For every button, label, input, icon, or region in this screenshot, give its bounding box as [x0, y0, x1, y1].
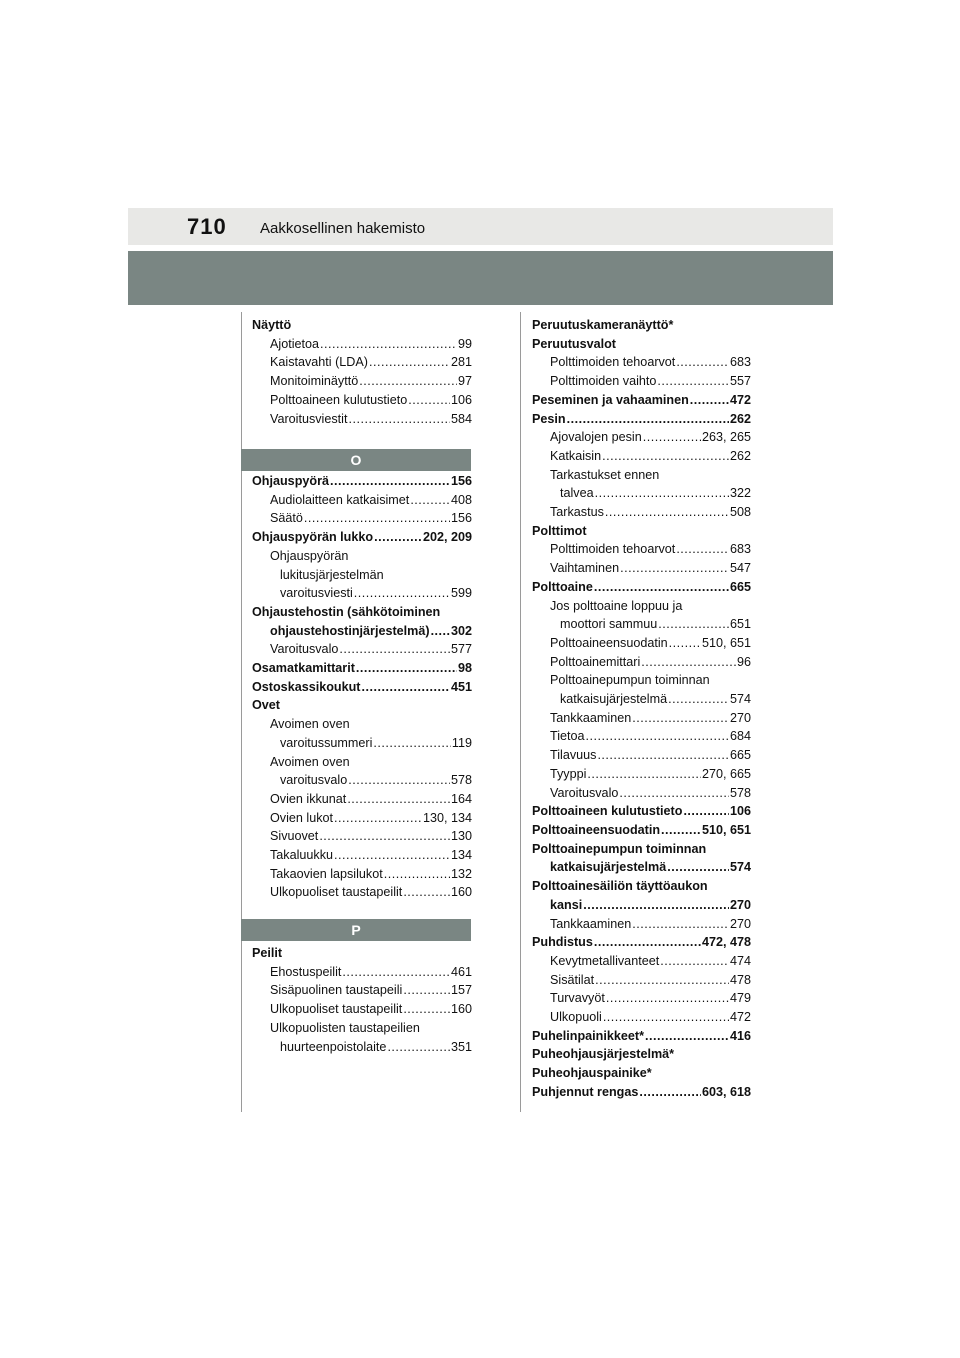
index-entry	[252, 1000, 472, 1019]
dot-leader	[334, 809, 422, 828]
index-term: Polttimot	[532, 523, 587, 538]
dot-leader	[339, 640, 450, 659]
dot-leader	[373, 734, 451, 753]
index-entry	[532, 746, 751, 765]
index-term: Polttimoiden vaihto	[550, 374, 657, 389]
index-term: Ulkopuoli	[550, 1010, 602, 1025]
page-reference: 584	[450, 411, 472, 426]
dot-leader	[632, 915, 729, 934]
index-term: Sisätilat	[550, 972, 595, 987]
page-reference: 474	[729, 953, 751, 968]
index-term: talvea	[560, 486, 594, 501]
index-term: Puhelinpainikkeet*	[532, 1028, 644, 1043]
dot-leader	[597, 746, 729, 765]
dot-leader	[595, 484, 729, 503]
dot-leader	[319, 827, 450, 846]
index-entry	[252, 491, 472, 510]
dot-leader	[403, 883, 450, 902]
index-term: Osamatkamittarit	[252, 661, 355, 676]
page-reference: 510, 651	[701, 822, 751, 837]
dot-leader	[658, 615, 729, 634]
index-term: Polttoainepumpun toiminnan	[550, 673, 710, 688]
index-entry	[532, 821, 751, 840]
index-entry	[252, 472, 472, 491]
index-entry	[532, 709, 751, 728]
dot-leader	[606, 989, 729, 1008]
dot-leader	[657, 372, 729, 391]
index-entry	[252, 335, 472, 354]
index-entry	[252, 622, 472, 641]
index-term: huurteenpoistolaite	[280, 1039, 387, 1054]
index-term: Ohjaustehostin (sähkötoiminen	[252, 604, 441, 619]
dot-leader	[334, 846, 450, 865]
index-term: Varoitusviestit	[270, 411, 348, 426]
index-term: Polttoainemittari	[550, 654, 641, 669]
dot-leader	[645, 1027, 729, 1046]
index-term: Polttoainesäiliön täyttöaukon	[532, 879, 708, 894]
page-reference: 281	[450, 355, 472, 370]
index-entry	[532, 372, 751, 391]
index-entry	[532, 428, 751, 447]
index-term: varoitussummeri	[280, 735, 373, 750]
header-band	[128, 251, 833, 305]
index-entry	[252, 584, 472, 603]
page-reference: 683	[729, 542, 751, 557]
index-term: Säätö	[270, 511, 303, 526]
page-reference: 472, 478	[701, 935, 751, 950]
page-reference: 472	[729, 1010, 751, 1025]
index-entry	[532, 971, 751, 990]
page-reference: 416	[729, 1028, 751, 1043]
index-entry	[532, 784, 751, 803]
page-reference: 130	[450, 829, 472, 844]
dot-leader	[620, 559, 729, 578]
page-reference: 665	[729, 748, 751, 763]
dot-leader	[403, 981, 450, 1000]
header-bar	[128, 208, 833, 245]
index-entry	[532, 615, 751, 634]
index-entry	[532, 634, 751, 653]
index-term: Polttimoiden tehoarvot	[550, 355, 676, 370]
index-term: Katkaisin	[550, 448, 602, 463]
index-term: Takaovien lapsilukot	[270, 866, 383, 881]
dot-leader	[347, 790, 450, 809]
index-entry	[532, 653, 751, 672]
index-term: Tietoa	[550, 729, 585, 744]
index-block-o	[252, 472, 472, 902]
index-entry	[252, 372, 472, 391]
dot-leader	[632, 709, 729, 728]
dot-leader	[619, 784, 729, 803]
dot-leader	[408, 391, 450, 410]
index-term: Tarkastukset ennen	[550, 467, 660, 482]
page-reference: 156	[450, 511, 472, 526]
index-entry	[532, 896, 751, 915]
dot-leader	[660, 952, 729, 971]
index-block-p-left	[252, 944, 472, 1056]
index-entry	[252, 809, 472, 828]
page-reference: 479	[729, 991, 751, 1006]
dot-leader	[374, 528, 422, 547]
index-term: Tilavuus	[550, 748, 597, 763]
index-entry	[532, 727, 751, 746]
index-term: moottori sammuu	[560, 617, 658, 632]
page-reference: 577	[450, 642, 472, 657]
index-entry	[532, 1083, 751, 1102]
index-term: Ovien ikkunat	[270, 791, 347, 806]
dot-leader	[661, 821, 701, 840]
page-reference: 451	[450, 679, 472, 694]
letter-heading-o: O	[241, 449, 471, 471]
page-reference: 270	[729, 916, 751, 931]
dot-leader	[567, 410, 729, 429]
index-entry	[532, 952, 751, 971]
dot-leader	[359, 372, 457, 391]
index-term: Jos polttoaine loppuu ja	[550, 598, 683, 613]
dot-leader	[690, 391, 729, 410]
page-reference: 651	[729, 617, 751, 632]
dot-leader	[356, 659, 457, 678]
index-term: Ulkopuolisten taustapeilien	[270, 1020, 420, 1035]
index-term: kansi	[550, 897, 583, 912]
page-reference: 134	[450, 848, 472, 863]
index-entry	[252, 353, 472, 372]
page-reference: 130, 134	[422, 810, 472, 825]
page-reference: 599	[450, 586, 472, 601]
index-entry	[532, 933, 751, 952]
dot-leader	[603, 1008, 729, 1027]
dot-leader	[669, 634, 701, 653]
index-term: Sivuovet	[270, 829, 319, 844]
index-term: Peilit	[252, 946, 283, 960]
dot-leader	[348, 410, 450, 429]
index-term: varoitusviesti	[280, 586, 353, 601]
page-reference: 157	[450, 983, 472, 998]
index-entry	[252, 391, 472, 410]
dot-leader	[602, 447, 729, 466]
index-term: lukitusjärjestelmän	[280, 567, 384, 582]
page-reference: 156	[450, 474, 472, 488]
page-reference: 478	[729, 972, 751, 987]
index-entry	[252, 865, 472, 884]
page-reference: 106	[729, 804, 751, 819]
index-block-p-right	[532, 316, 751, 1102]
index-term: Ulkopuoliset taustapeilit	[270, 1002, 403, 1017]
page-reference: 351	[450, 1039, 472, 1054]
index-entry	[532, 858, 751, 877]
page-reference: 119	[451, 735, 472, 750]
index-entry	[532, 410, 751, 429]
page-reference: 160	[450, 885, 472, 900]
dot-leader	[676, 353, 729, 372]
page-reference: 510, 651	[701, 635, 751, 650]
index-term: katkaisujärjestelmä	[550, 860, 667, 875]
index-term: Puhjennut rengas	[532, 1084, 639, 1099]
page-reference: 106	[450, 392, 472, 407]
dot-leader	[348, 771, 450, 790]
index-term: Avoimen oven	[270, 754, 350, 769]
index-term: Polttoaineen kulutustieto	[532, 804, 683, 819]
dot-leader	[330, 472, 450, 491]
index-entry	[532, 690, 751, 709]
index-entry	[252, 827, 472, 846]
dot-leader	[595, 971, 729, 990]
index-term: Sisäpuolinen taustapeili	[270, 983, 403, 998]
page-reference: 164	[450, 791, 472, 806]
index-term: Ovien lukot	[270, 810, 333, 825]
dot-leader	[683, 802, 729, 821]
index-term: katkaisujärjestelmä	[560, 692, 668, 707]
column-divider-right	[520, 312, 521, 1112]
dot-leader	[594, 578, 729, 597]
dot-leader	[668, 690, 729, 709]
page-reference: 574	[729, 860, 751, 875]
index-term: Polttoaineen kulutustieto	[270, 392, 408, 407]
page-reference: 603, 618	[701, 1084, 751, 1099]
letter-heading-p: P	[241, 919, 471, 941]
page-reference: 574	[729, 692, 751, 707]
page-reference: 508	[729, 505, 751, 520]
page-reference: 270	[729, 897, 751, 912]
index-entry	[532, 503, 751, 522]
index-entry	[252, 981, 472, 1000]
dot-leader	[639, 1083, 701, 1102]
index-term: Audiolaitteen katkaisimet	[270, 492, 410, 507]
page-reference: 665	[729, 579, 751, 594]
index-term: Polttoainepumpun toiminnan	[532, 841, 707, 856]
dot-leader	[354, 584, 450, 603]
index-term: Ajotietoa	[270, 336, 320, 351]
index-entry	[532, 1027, 751, 1046]
page-reference: 132	[450, 866, 472, 881]
index-term: Avoimen oven	[270, 717, 350, 732]
index-entry	[532, 915, 751, 934]
page-reference: 98	[457, 661, 472, 676]
page-reference: 461	[450, 964, 472, 979]
page-reference: 202, 209	[422, 530, 472, 545]
dot-leader	[387, 1038, 450, 1057]
page-reference: 160	[450, 1002, 472, 1017]
dot-leader	[304, 509, 450, 528]
index-entry	[532, 765, 751, 784]
index-term: Varoitusvalo	[270, 642, 339, 657]
page-reference: 578	[450, 773, 472, 788]
index-entry	[252, 1038, 472, 1057]
index-term: Peruutuskameranäyttö*	[532, 318, 674, 332]
index-term: Monitoiminäyttö	[270, 374, 359, 389]
page-reference: 263, 265	[701, 430, 751, 445]
index-entry	[252, 771, 472, 790]
index-term: Tankkaaminen	[550, 916, 632, 931]
index-term: Peruutusvalot	[532, 336, 616, 351]
dot-leader	[583, 896, 729, 915]
page-reference: 578	[729, 785, 751, 800]
index-term: Kevytmetallivanteet	[550, 953, 660, 968]
dot-leader	[587, 765, 701, 784]
index-entry	[532, 559, 751, 578]
index-term: Polttoaine	[532, 579, 593, 594]
index-term: Näyttö	[252, 318, 292, 332]
dot-leader	[342, 963, 450, 982]
index-term: Takaluukku	[270, 848, 334, 863]
page-reference: 472	[729, 392, 751, 407]
index-term: Ulkopuoliset taustapeilit	[270, 885, 403, 900]
index-term: Peseminen ja vahaaminen	[532, 392, 689, 407]
page-reference: 270, 665	[701, 766, 751, 781]
index-term: Polttoaineensuodatin	[550, 635, 668, 650]
index-term: Tankkaaminen	[550, 710, 632, 725]
index-term: ohjaustehostinjärjestelmä)	[270, 623, 430, 638]
page-reference: 322	[729, 486, 751, 501]
dot-leader	[643, 428, 701, 447]
index-entry	[532, 540, 751, 559]
index-entry	[252, 410, 472, 429]
index-entry	[532, 802, 751, 821]
index-entry	[252, 509, 472, 528]
index-entry	[252, 640, 472, 659]
index-term: Polttimoiden tehoarvot	[550, 542, 676, 557]
index-entry	[532, 353, 751, 372]
index-entry	[532, 484, 751, 503]
index-entry	[252, 963, 472, 982]
index-term: Tarkastus	[550, 505, 604, 520]
page-reference: 270	[729, 710, 751, 725]
index-term: Vaihtaminen	[550, 561, 620, 576]
index-entry	[532, 1008, 751, 1027]
page-reference: 96	[736, 654, 751, 669]
index-entry	[532, 989, 751, 1008]
page-reference: 684	[729, 729, 751, 744]
index-term: Pesin	[532, 411, 566, 426]
dot-leader	[594, 933, 701, 952]
index-term: Ohjauspyörän lukko	[252, 530, 374, 545]
index-term: Ehostuspeilit	[270, 964, 342, 979]
page-reference: 262	[729, 411, 751, 426]
dot-leader	[320, 335, 457, 354]
index-term: Tyyppi	[550, 766, 587, 781]
dot-leader	[586, 727, 729, 746]
index-entry	[532, 391, 751, 410]
page-reference: 262	[729, 448, 751, 463]
index-entry	[252, 883, 472, 902]
page-reference: 97	[457, 374, 472, 389]
dot-leader	[431, 622, 450, 641]
index-entry	[252, 659, 472, 678]
index-term: Puheohjausjärjestelmä*	[532, 1047, 675, 1062]
page-reference: 408	[450, 492, 472, 507]
index-entry	[532, 447, 751, 466]
page-reference: 99	[457, 336, 472, 351]
page-reference: 547	[729, 561, 751, 576]
index-entry	[532, 578, 751, 597]
dot-leader	[667, 858, 729, 877]
index-entry	[252, 846, 472, 865]
index-term: Ovet	[252, 698, 280, 713]
column-divider-left	[241, 312, 242, 1112]
index-term: Ohjauspyörä	[252, 474, 329, 488]
dot-leader	[410, 491, 450, 510]
index-term: Puheohjauspainike*	[532, 1066, 652, 1081]
index-entry	[252, 528, 472, 547]
index-term: Turvavyöt	[550, 991, 605, 1006]
index-term: varoitusvalo	[280, 773, 348, 788]
index-term: Varoitusvalo	[550, 785, 619, 800]
dot-leader	[605, 503, 729, 522]
index-block-n	[252, 316, 472, 428]
dot-leader	[641, 653, 736, 672]
page-reference: 683	[729, 355, 751, 370]
index-entry	[252, 678, 472, 697]
page-number: 710	[187, 214, 227, 239]
dot-leader	[384, 865, 450, 884]
index-term: Puhdistus	[532, 935, 593, 950]
index-entry	[252, 790, 472, 809]
dot-leader	[676, 540, 729, 559]
dot-leader	[362, 678, 450, 697]
index-term: Polttoaineensuodatin	[532, 822, 661, 837]
index-term: Ohjauspyörän	[270, 548, 349, 563]
index-entry	[252, 734, 472, 753]
dot-leader	[369, 353, 450, 372]
index-term: Kaistavahti (LDA)	[270, 355, 368, 370]
page-title: Aakkosellinen hakemisto	[260, 220, 426, 237]
dot-leader	[403, 1000, 450, 1019]
page-reference: 557	[729, 374, 751, 389]
index-term: Ajovalojen pesin	[550, 430, 642, 445]
index-term: Ostoskassikoukut	[252, 679, 361, 694]
page-reference: 302	[450, 623, 472, 638]
